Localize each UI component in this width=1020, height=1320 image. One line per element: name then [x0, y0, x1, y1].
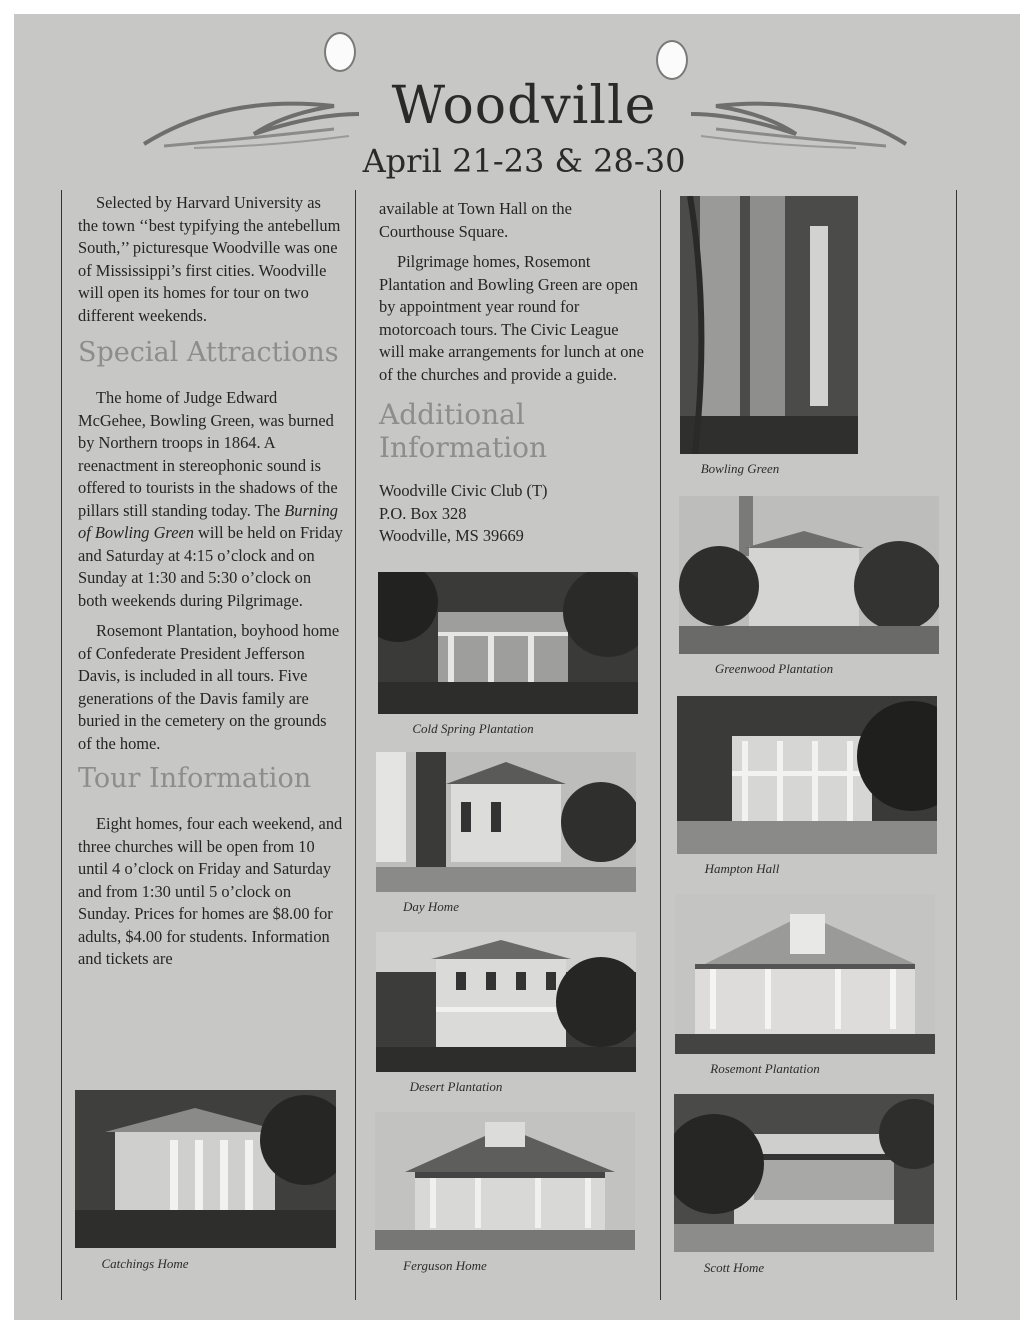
bowling-green-text-1: The home of Judge Edward McGehee, Bowling Green, was burned by Northern troops in 1864. A reenactment in stereophonic sound is offered to tourists in the shadows of the pillars still standing today. The	[78, 388, 338, 520]
tour-paragraph: Eight homes, four each weekend, and three churches will be open from 10 until 4 o’clock on Friday and Saturday and from 1:30 until 5 o’clock on Sunday. Prices for homes are $8.00 for adults, $4.00 for students. Information and tickets are	[78, 814, 343, 968]
photo-cold-spring-plantation	[378, 572, 638, 714]
tour-paragraph-continued: available at Town Hall on the Courthouse Square.	[379, 199, 572, 241]
bowling-green-paragraph	[78, 387, 344, 612]
photo-day-home	[376, 752, 636, 892]
additional-heading-line-2: Information	[379, 431, 548, 464]
caption-hampton-hall: Hampton Hall	[704, 861, 780, 876]
column-middle	[379, 198, 645, 548]
caption-rosemont-plantation: Rosemont Plantation	[710, 1061, 820, 1076]
decorative-swirl-right	[686, 84, 916, 164]
caption-scott-home: Scott Home	[703, 1260, 765, 1275]
brochure-page	[14, 14, 1020, 1320]
special-attractions-heading: Special Attractions	[78, 337, 339, 368]
photo-catchings-home	[75, 1090, 336, 1248]
decorative-swirl-left	[134, 84, 364, 164]
photo-bowling-green	[680, 196, 858, 454]
pilgrimage-paragraph: Pilgrimage homes, Rosemont Plantation and Bowling Green are open by appointment year round for motorcoach tours. The Civic League will make arrangements for lunch at one of the churches and provide a guide.	[379, 252, 644, 384]
photo-rosemont-plantation	[675, 894, 935, 1054]
photo-hampton-hall	[677, 696, 937, 854]
column-rule-1	[61, 190, 62, 1300]
additional-information-heading	[379, 398, 645, 464]
caption-catchings-home: Catchings Home	[101, 1256, 189, 1271]
caption-cold-spring-plantation: Cold Spring Plantation	[412, 721, 534, 736]
address-line-3: Woodville, MS 39669	[379, 526, 524, 545]
column-left	[78, 192, 344, 979]
additional-heading-line-1: Additional	[379, 398, 525, 431]
rosemont-paragraph: Rosemont Plantation, boyhood home of Confederate President Jefferson Davis, is included in all tours. Five generations of the Davis family are buried in the cemetery on the grounds of the home.	[78, 621, 340, 753]
page-title: Woodville	[391, 76, 657, 136]
column-rule-4	[956, 190, 957, 1300]
photo-desert-plantation	[376, 932, 636, 1072]
intro-paragraph: Selected by Harvard University as the town ‘‘best typifying the antebellum South,’’ picturesque Woodville was one of Mississippi’s first cities. Woodville will open its homes for tour on two different weekends.	[78, 193, 341, 325]
caption-desert-plantation: Desert Plantation	[409, 1079, 503, 1094]
photo-ferguson-home	[375, 1112, 635, 1250]
column-rule-2	[355, 190, 356, 1300]
punch-hole-right	[656, 40, 688, 80]
photo-scott-home	[674, 1094, 934, 1252]
caption-greenwood-plantation: Greenwood Plantation	[714, 661, 834, 676]
address-line-1: Woodville Civic Club (T)	[379, 481, 548, 500]
bowling-green-event-title: Burning of Bowling Green	[78, 500, 338, 542]
column-rule-3	[660, 190, 661, 1300]
punch-hole-left	[324, 32, 356, 72]
tour-dates: April 21-23 & 28-30	[362, 142, 686, 180]
address-line-2: P.O. Box 328	[379, 503, 467, 523]
caption-day-home: Day Home	[403, 899, 459, 914]
caption-ferguson-home: Ferguson Home	[403, 1258, 487, 1273]
photo-greenwood-plantation	[679, 496, 939, 654]
bowling-green-text-2: will be held on Friday and Saturday at 4:15 o’clock and on Sunday at 1:30 and 5:30 o’clock on both weekends during Pilgrimage.	[78, 523, 343, 610]
tour-information-heading: Tour Information	[78, 763, 312, 794]
caption-bowling-green: Bowling Green	[700, 461, 780, 476]
